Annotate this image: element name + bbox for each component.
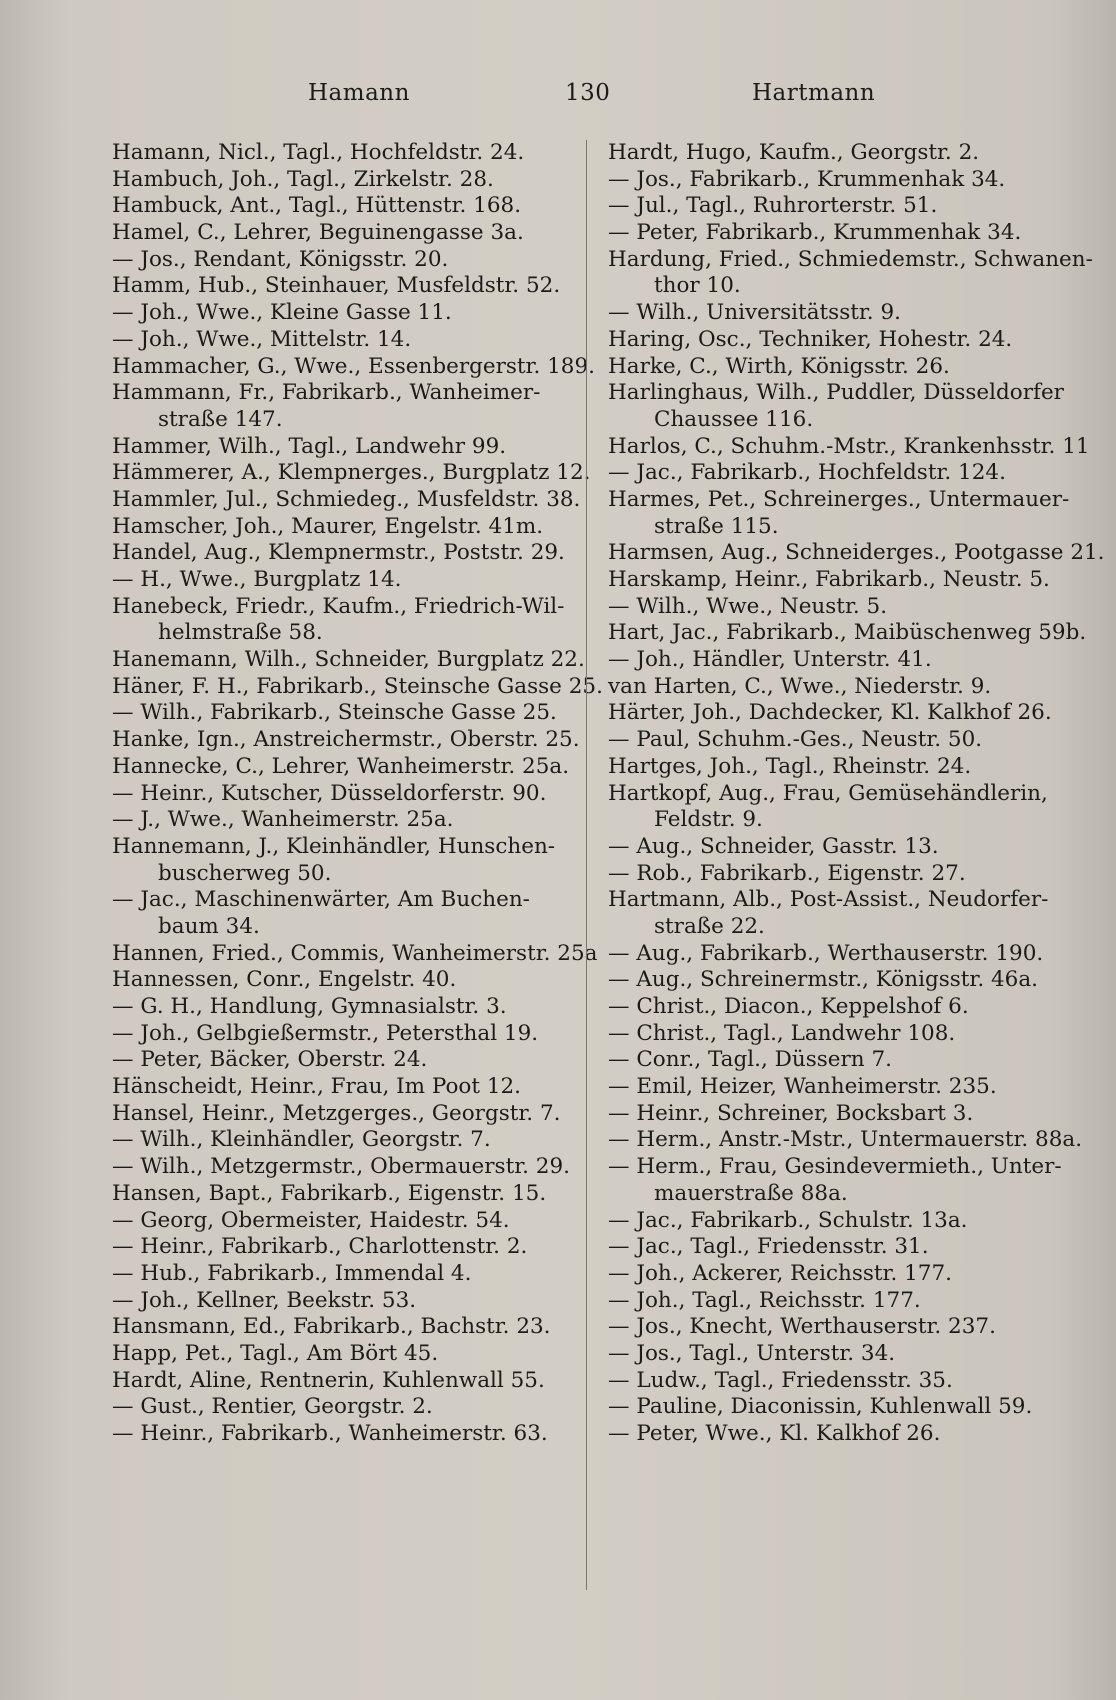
directory-entry: Hansel, Heinr., Metzgerges., Georgstr. 7.	[112, 1100, 561, 1126]
directory-entry: Hammacher, G., Wwe., Essenbergerstr. 189.	[112, 353, 595, 379]
directory-entry: — Wilh., Wwe., Neustr. 5.	[608, 593, 888, 619]
directory-entry: — Heinr., Fabrikarb., Charlottenstr. 2.	[112, 1234, 528, 1260]
directory-entry: — Christ., Diacon., Keppelshof 6.	[608, 994, 969, 1019]
directory-entry: Hansmann, Ed., Fabrikarb., Bachstr. 23.	[112, 1314, 551, 1340]
directory-entry: Harskamp, Heinr., Fabrikarb., Neustr. 5.	[608, 567, 1050, 592]
directory-entry: — Hub., Fabrikarb., Immendal 4.	[112, 1260, 472, 1286]
directory-entry: — Wilh., Fabrikarb., Steinsche Gasse 25.	[112, 700, 557, 726]
directory-entry: van Harten, C., Wwe., Niederstr. 9.	[608, 673, 992, 699]
directory-entry: Hardung, Fried., Schmiedemstr., Schwanen-	[608, 246, 1093, 272]
directory-entry: — Aug., Schreinermstr., Königsstr. 46a.	[608, 967, 1039, 993]
page-number: 130	[565, 80, 611, 106]
directory-entry: Hartmann, Alb., Post-Assist., Neudorfer-	[608, 887, 1049, 913]
directory-entry: Hammann, Fr., Fabrikarb., Wanheimer-	[112, 380, 541, 406]
directory-entry: Hamel, C., Lehrer, Beguinengasse 3a.	[112, 220, 524, 246]
header-left-keyword: Hamann	[308, 80, 410, 106]
directory-entry: Happ, Pet., Tagl., Am Bört 45.	[112, 1340, 439, 1366]
directory-entry: Härter, Joh., Dachdecker, Kl. Kalkhof 26.	[608, 700, 1052, 726]
directory-entry-continuation: helmstraße 58.	[158, 620, 323, 646]
directory-entry: Häner, F. H., Fabrikarb., Steinsche Gasse 25.	[112, 673, 603, 699]
directory-entry: — Wilh., Metzgermstr., Obermauerstr. 29.	[112, 1154, 570, 1180]
directory-entry: — Joh., Wwe., Mittelstr. 14.	[112, 326, 412, 352]
directory-entry: — Joh., Wwe., Kleine Gasse 11.	[112, 300, 452, 326]
directory-entry: — Emil, Heizer, Wanheimerstr. 235.	[608, 1074, 997, 1100]
directory-entry: — Christ., Tagl., Landwehr 108.	[608, 1020, 956, 1046]
directory-entry: — Heinr., Fabrikarb., Wanheimerstr. 63.	[112, 1421, 548, 1446]
directory-entry: Handel, Aug., Klempnermstr., Poststr. 29.	[112, 540, 565, 566]
directory-entry: Hardt, Hugo, Kaufm., Georgstr. 2.	[608, 140, 980, 165]
directory-entry: — Conr., Tagl., Düssern 7.	[608, 1047, 892, 1073]
directory-entry: Hamann, Nicl., Tagl., Hochfeldstr. 24.	[112, 140, 525, 165]
left-column	[112, 140, 603, 1448]
directory-entry: Hannemann, J., Kleinhändler, Hunschen-	[112, 833, 556, 859]
page-header	[0, 80, 1116, 116]
directory-entry: Hart, Jac., Fabrikarb., Maibüschenweg 59b.	[608, 620, 1087, 646]
directory-entry: Hämmerer, A., Klempnerges., Burgplatz 12.	[112, 460, 591, 486]
directory-entry: — Joh., Kellner, Beekstr. 53.	[112, 1287, 417, 1313]
directory-entry: — H., Wwe., Burgplatz 14.	[112, 567, 402, 592]
directory-entry-continuation: baum 34.	[158, 913, 260, 939]
directory-entry: — Joh., Ackerer, Reichsstr. 177.	[608, 1260, 952, 1286]
directory-entry: Hamm, Hub., Steinhauer, Musfeldstr. 52.	[112, 273, 561, 299]
directory-entry: — Wilh., Universitätsstr. 9.	[608, 300, 901, 326]
directory-entry: Hannecke, C., Lehrer, Wanheimerstr. 25a.	[112, 753, 570, 779]
directory-entry-continuation: buscherweg 50.	[158, 860, 332, 886]
directory-entry: — Heinr., Kutscher, Düsseldorferstr. 90.	[112, 780, 547, 806]
directory-entry: Hambuck, Ant., Tagl., Hüttenstr. 168.	[112, 193, 522, 219]
column-divider	[586, 140, 587, 1590]
directory-entry-continuation: straße 115.	[654, 513, 779, 539]
right-column	[608, 140, 1105, 1448]
directory-entry: — Heinr., Schreiner, Bocksbart 3.	[608, 1100, 974, 1126]
directory-entry: — Herm., Anstr.-Mstr., Untermauerstr. 88a.	[608, 1127, 1083, 1153]
directory-entry: — Jac., Maschinenwärter, Am Buchen-	[112, 887, 530, 913]
directory-entry: — Ludw., Tagl., Friedensstr. 35.	[608, 1367, 953, 1393]
directory-entry: — Joh., Händler, Unterstr. 41.	[608, 647, 932, 673]
directory-entry-continuation: Feldstr. 9.	[654, 807, 763, 833]
directory-entry: Hansen, Bapt., Fabrikarb., Eigenstr. 15.	[112, 1180, 547, 1206]
directory-entry: Hammler, Jul., Schmiedeg., Musfeldstr. 38.	[112, 486, 581, 512]
directory-entry: Hanebeck, Friedr., Kaufm., Friedrich-Wil-	[112, 593, 565, 619]
directory-entry: — Peter, Bäcker, Oberstr. 24.	[112, 1047, 428, 1073]
directory-entry: — Jos., Knecht, Werthauserstr. 237.	[608, 1314, 996, 1340]
directory-entry: — Peter, Fabrikarb., Krummenhak 34.	[608, 220, 1022, 246]
directory-entry-continuation: Chaussee 116.	[654, 406, 814, 432]
directory-entry: — Jos., Fabrikarb., Krummenhak 34.	[608, 166, 1006, 192]
directory-entry: Hannen, Fried., Commis, Wanheimerstr. 25a	[112, 940, 598, 966]
directory-entry: Hardt, Aline, Rentnerin, Kuhlenwall 55.	[112, 1367, 545, 1393]
directory-entry-continuation: straße 147.	[158, 406, 283, 432]
directory-entry: — Gust., Rentier, Georgstr. 2.	[112, 1394, 433, 1420]
directory-entry: — Georg, Obermeister, Haidestr. 54.	[112, 1207, 510, 1233]
directory-entry: — J., Wwe., Wanheimerstr. 25a.	[112, 807, 454, 833]
directory-entry: — Peter, Wwe., Kl. Kalkhof 26.	[608, 1421, 941, 1446]
directory-entry: — Joh., Tagl., Reichsstr. 177.	[608, 1287, 921, 1313]
directory-entry: — Jac., Fabrikarb., Hochfeldstr. 124.	[608, 460, 1006, 486]
directory-entry-continuation: mauerstraße 88a.	[654, 1180, 848, 1206]
directory-entry: — Aug., Fabrikarb., Werthauserstr. 190.	[608, 940, 1044, 966]
directory-entry: Hannessen, Conr., Engelstr. 40.	[112, 967, 457, 993]
directory-entry: — G. H., Handlung, Gymnasialstr. 3.	[112, 994, 507, 1019]
directory-entry: Harlos, C., Schuhm.-Mstr., Krankenhsstr. 11	[608, 433, 1090, 459]
directory-entry: — Pauline, Diaconissin, Kuhlenwall 59.	[608, 1394, 1033, 1420]
directory-entry: Harke, C., Wirth, Königsstr. 26.	[608, 353, 950, 379]
directory-entry: — Jos., Tagl., Unterstr. 34.	[608, 1340, 896, 1366]
directory-entry: Hänscheidt, Heinr., Frau, Im Poot 12.	[112, 1074, 522, 1100]
directory-entry: Harmes, Pet., Schreinerges., Untermauer-	[608, 486, 1070, 512]
directory-entry: — Wilh., Kleinhändler, Georgstr. 7.	[112, 1127, 491, 1153]
directory-entry-continuation: thor 10.	[654, 273, 741, 299]
directory-entry: — Joh., Gelbgießermstr., Petersthal 19.	[112, 1020, 539, 1046]
directory-entry-continuation: straße 22.	[654, 913, 765, 939]
directory-entry: Hanke, Ign., Anstreichermstr., Oberstr. 25.	[112, 727, 580, 753]
directory-entry: — Jac., Tagl., Friedensstr. 31.	[608, 1234, 929, 1260]
directory-entry: Haring, Osc., Techniker, Hohestr. 24.	[608, 326, 1013, 352]
directory-entry: — Jac., Fabrikarb., Schulstr. 13a.	[608, 1207, 968, 1233]
directory-entry: Hartges, Joh., Tagl., Rheinstr. 24.	[608, 753, 972, 779]
directory-entry: Hanemann, Wilh., Schneider, Burgplatz 22.	[112, 647, 585, 673]
directory-entry: Harlinghaus, Wilh., Puddler, Düsseldorfer	[608, 380, 1064, 406]
directory-entry: — Jul., Tagl., Ruhrorterstr. 51.	[608, 193, 938, 219]
header-right-keyword: Hartmann	[752, 80, 876, 106]
directory-entry: Hamscher, Joh., Maurer, Engelstr. 41m.	[112, 513, 544, 539]
directory-entry: — Aug., Schneider, Gasstr. 13.	[608, 833, 939, 859]
directory-entry: — Paul, Schuhm.-Ges., Neustr. 50.	[608, 727, 983, 753]
directory-entry: Harmsen, Aug., Schneiderges., Pootgasse 21.	[608, 540, 1105, 566]
directory-entry: — Jos., Rendant, Königsstr. 20.	[112, 246, 449, 272]
directory-entry: Hartkopf, Aug., Frau, Gemüsehändlerin,	[608, 780, 1048, 806]
directory-entry: Hambuch, Joh., Tagl., Zirkelstr. 28.	[112, 166, 494, 192]
directory-entry: Hammer, Wilh., Tagl., Landwehr 99.	[112, 433, 507, 459]
directory-entry: — Herm., Frau, Gesindevermieth., Unter-	[608, 1154, 1062, 1180]
directory-entry: — Rob., Fabrikarb., Eigenstr. 27.	[608, 860, 966, 886]
